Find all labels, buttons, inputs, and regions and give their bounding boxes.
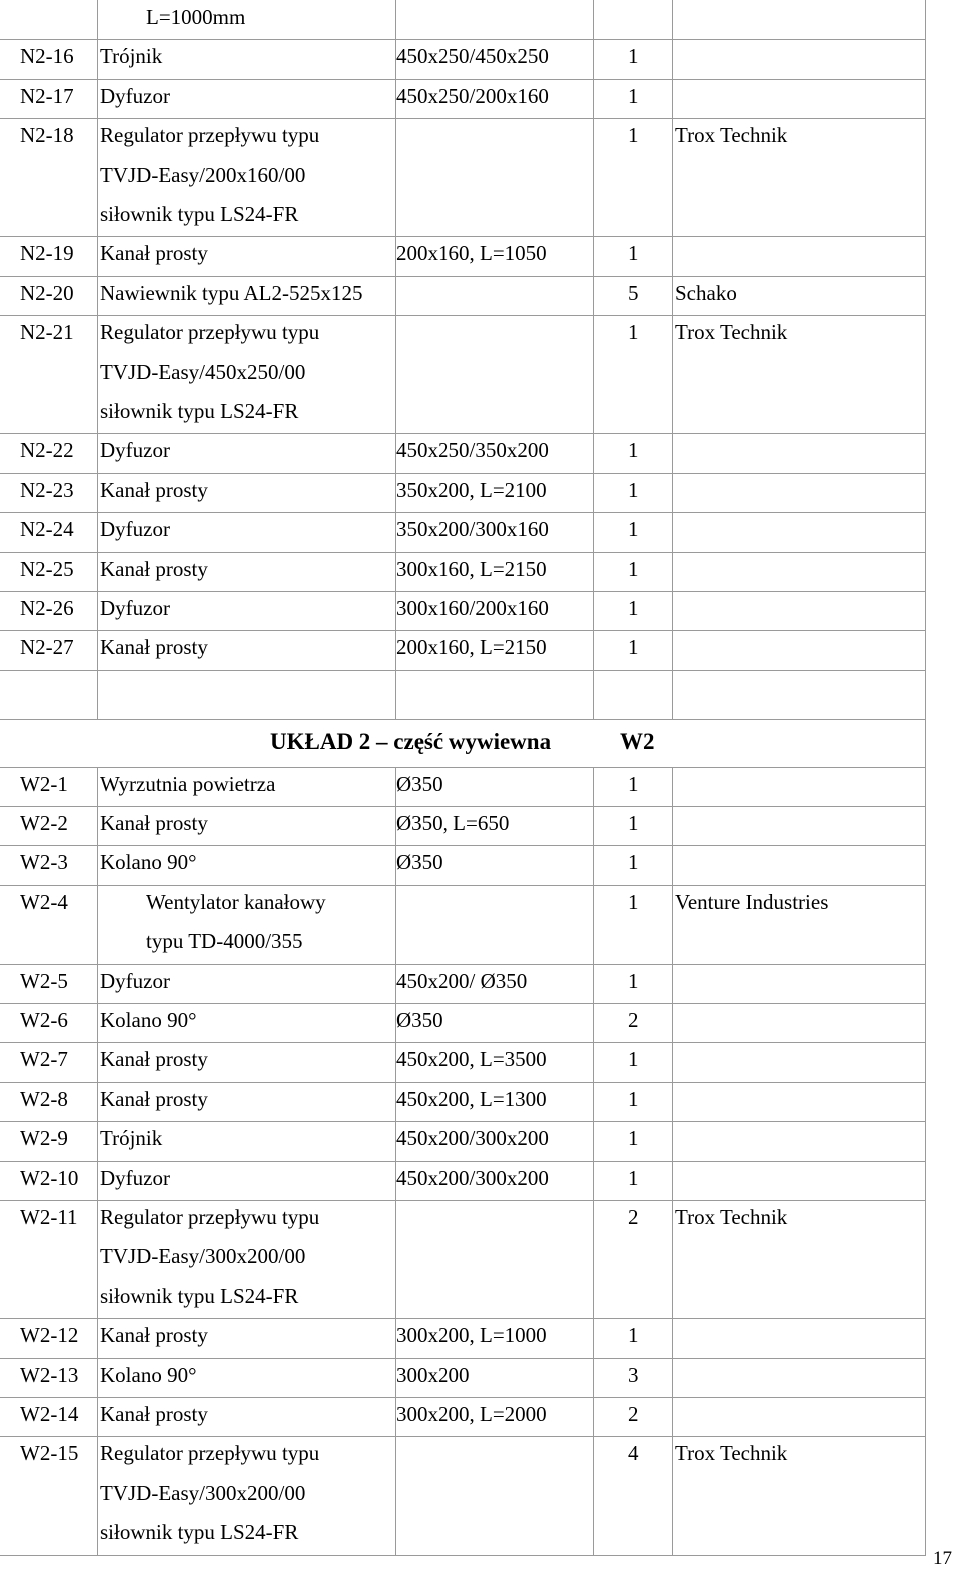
row-id: N2-22 [20,438,74,463]
column-divider [672,1161,673,1200]
column-divider [672,473,673,512]
row-size: 450x250/450x250 [396,44,549,69]
row-name-line: TVJD-Easy/450x250/00 [100,359,306,384]
column-divider [925,964,926,1003]
column-divider [593,315,594,433]
row-size: 300x160, L=2150 [396,556,547,581]
row-qty: 1 [628,968,639,993]
row-qty: 1 [628,477,639,502]
column-divider [925,552,926,591]
column-divider [593,964,594,1003]
column-divider [395,1082,396,1121]
row-maker: Schako [675,280,737,305]
row-name-line: siłownik typu LS24-FR [100,1520,299,1545]
column-divider [925,1318,926,1357]
row-size: Ø350 [396,771,443,796]
column-divider [672,767,673,806]
row-id: N2-26 [20,596,74,620]
column-divider [395,1161,396,1200]
column-divider [672,1200,673,1318]
row-name-line: siłownik typu LS24-FR [100,1283,299,1308]
row-name-line: Dyfuzor [100,1165,170,1190]
column-divider [97,0,98,39]
row-size: Ø350 [396,1008,443,1032]
column-divider [925,591,926,630]
column-divider [97,1003,98,1042]
row-id: W2-10 [20,1165,79,1190]
row-id: W2-14 [20,1402,79,1426]
column-divider [97,1358,98,1397]
row-name-line: Kanał prosty [100,556,208,581]
row-divider [0,630,926,631]
row-id: N2-21 [20,320,74,345]
row-qty: 1 [628,320,639,345]
row-id: W2-6 [20,1008,68,1032]
table-bottom-border [0,1555,926,1556]
column-divider [672,433,673,472]
column-divider [395,885,396,964]
row-divider [0,964,926,965]
column-divider [925,1121,926,1160]
column-divider [97,79,98,118]
row-qty: 2 [628,1008,639,1032]
column-divider [395,1436,396,1554]
row-name-line: Trójnik [100,44,163,69]
row-qty: 1 [628,517,639,542]
column-divider [925,1436,926,1554]
row-divider [0,1003,926,1004]
column-divider [97,885,98,964]
section-heading: UKŁAD 2 – część wywiewna [270,729,552,755]
row-id: N2-18 [20,123,74,148]
row-qty: 1 [628,889,639,914]
column-divider [97,1042,98,1081]
section-code: W2 [620,729,655,755]
row-qty: 1 [628,850,639,875]
column-divider [672,39,673,78]
column-divider [395,964,396,1003]
row-qty: 1 [628,123,639,148]
row-divider [0,767,926,768]
row-id: N2-24 [20,517,74,542]
column-divider [395,767,396,806]
column-divider [672,276,673,315]
column-divider [925,719,926,766]
row-maker: Trox Technik [675,1441,788,1466]
column-divider [97,1436,98,1554]
column-divider [593,276,594,315]
row-name-line: Nawiewnik typu AL2-525x125 [100,280,363,305]
row-size: 450x250/200x160 [396,83,549,108]
column-divider [672,0,673,39]
row-divider [0,885,926,886]
row-size: Ø350 [396,850,443,875]
row-size: 200x160, L=1050 [396,241,547,266]
row-name-line: Dyfuzor [100,968,170,993]
row-maker: Trox Technik [675,123,788,148]
column-divider [593,118,594,236]
column-divider [672,885,673,964]
row-divider [0,670,926,671]
column-divider [97,473,98,512]
column-divider [97,591,98,630]
column-divider [925,118,926,236]
row-qty: 1 [628,635,639,660]
row-name-line: Dyfuzor [100,596,170,620]
column-divider [925,1161,926,1200]
column-divider [395,1121,396,1160]
column-divider [672,236,673,275]
column-divider [97,1200,98,1318]
column-divider [97,964,98,1003]
column-divider [395,591,396,630]
column-divider [97,1121,98,1160]
column-divider [97,552,98,591]
row-name-line: typu TD-4000/355 [146,929,303,954]
row-divider [0,118,926,119]
column-divider [395,79,396,118]
column-divider [593,79,594,118]
row-id: W2-5 [20,968,68,993]
row-qty: 1 [628,811,639,835]
row-divider [0,1200,926,1201]
column-divider [395,806,396,845]
column-divider [97,512,98,551]
row-qty: 1 [628,1047,639,1072]
column-divider [97,433,98,472]
row-divider [0,473,926,474]
column-divider [593,1161,594,1200]
column-divider [97,1082,98,1121]
column-divider [925,512,926,551]
column-divider [925,670,926,719]
column-divider [925,630,926,669]
row-id: N2-17 [20,83,74,108]
row-size: 450x200, L=1300 [396,1086,547,1111]
page-number: 17 [933,1548,952,1569]
row-divider [0,1318,926,1319]
column-divider [395,236,396,275]
row-divider [0,79,926,80]
row-id: W2-2 [20,811,68,835]
row-qty: 3 [628,1362,639,1387]
row-qty: 1 [628,1126,639,1151]
column-divider [925,1003,926,1042]
column-divider [395,552,396,591]
column-divider [593,1003,594,1042]
row-name-line: Kolano 90° [100,1362,197,1387]
column-divider [97,1161,98,1200]
column-divider [925,433,926,472]
column-divider [925,79,926,118]
row-divider [0,845,926,846]
column-divider [925,1082,926,1121]
row-name-line: Kanał prosty [100,1402,208,1426]
column-divider [395,845,396,884]
column-divider [593,512,594,551]
row-name-line: Kanał prosty [100,477,208,502]
column-divider [672,630,673,669]
row-divider [0,512,926,513]
column-divider [593,806,594,845]
row-divider [0,1042,926,1043]
column-divider [925,1358,926,1397]
column-divider [925,1200,926,1318]
row-maker: Venture Industries [675,889,829,914]
row-divider [0,719,926,720]
row-size: 450x200/300x200 [396,1165,549,1190]
column-divider [395,315,396,433]
row-qty: 1 [628,44,639,69]
column-divider [395,512,396,551]
column-divider [97,118,98,236]
row-id: W2-15 [20,1441,79,1466]
column-divider [672,1318,673,1357]
row-divider [0,806,926,807]
column-divider [395,39,396,78]
row-id: N2-20 [20,280,74,305]
column-divider [672,806,673,845]
row-size: 300x200 [396,1362,470,1387]
row-id: W2-1 [20,771,68,796]
column-divider [925,1042,926,1081]
column-divider [925,767,926,806]
column-divider [672,118,673,236]
column-divider [925,39,926,78]
row-divider [0,1358,926,1359]
row-divider [0,276,926,277]
column-divider [97,236,98,275]
row-size: Ø350, L=650 [396,811,510,835]
row-qty: 1 [628,438,639,463]
column-divider [672,670,673,719]
row-qty: 1 [628,241,639,266]
column-divider [925,236,926,275]
row-qty: 1 [628,771,639,796]
column-divider [672,964,673,1003]
column-divider [593,1082,594,1121]
column-divider [672,845,673,884]
column-divider [395,276,396,315]
row-size: 450x250/350x200 [396,438,549,463]
row-name-line: Dyfuzor [100,517,170,542]
row-id: N2-23 [20,477,74,502]
column-divider [925,885,926,964]
column-divider [925,276,926,315]
row-name-line: Dyfuzor [100,438,170,463]
row-name-line: Kolano 90° [100,850,197,875]
column-divider [672,1358,673,1397]
row-divider [0,1121,926,1122]
row-name-line: Kanał prosty [100,811,208,835]
column-divider [593,0,594,39]
column-divider [97,276,98,315]
row-maker: Trox Technik [675,1205,788,1229]
column-divider [593,1042,594,1081]
column-divider [395,118,396,236]
column-divider [395,670,396,719]
row-name-line: Dyfuzor [100,83,170,108]
row-maker: Trox Technik [675,320,788,345]
column-divider [925,806,926,845]
column-divider [593,1318,594,1357]
row-name-line: Regulator przepływu typu [100,1441,320,1466]
column-divider [593,1200,594,1318]
column-divider [97,806,98,845]
column-divider [395,630,396,669]
row-size: 300x200, L=2000 [396,1402,547,1426]
column-divider [925,1397,926,1436]
column-divider [593,236,594,275]
row-name-line: Trójnik [100,1126,163,1151]
row-name-line: Kolano 90° [100,1008,197,1032]
column-divider [593,670,594,719]
row-divider [0,1161,926,1162]
row-divider [0,1436,926,1437]
column-divider [97,767,98,806]
row-divider [0,315,926,316]
row-name-line: Kanał prosty [100,1047,208,1072]
row-size: 450x200/ Ø350 [396,968,528,993]
row-id: W2-8 [20,1086,68,1111]
row-size: 300x160/200x160 [396,596,549,620]
row-size: 200x160, L=2150 [396,635,547,660]
row-qty: 1 [628,83,639,108]
column-divider [925,0,926,39]
row-divider [0,1397,926,1398]
column-divider [97,315,98,433]
column-divider [97,1397,98,1436]
column-divider [593,1121,594,1160]
row-name-line: Regulator przepływu typu [100,123,320,148]
row-name-line: Kanał prosty [100,1323,208,1348]
row-id: N2-19 [20,241,74,266]
row-qty: 1 [628,1323,639,1348]
column-divider [672,1082,673,1121]
row-id: W2-3 [20,850,68,875]
column-divider [395,1200,396,1318]
column-divider [395,1318,396,1357]
row-name-line: Kanał prosty [100,241,208,266]
row-divider [0,236,926,237]
row-divider [0,552,926,553]
row-qty: 1 [628,1086,639,1111]
row-id: W2-11 [20,1205,78,1229]
column-divider [395,433,396,472]
column-divider [672,315,673,433]
column-divider [97,845,98,884]
row-id: W2-12 [20,1323,79,1348]
column-divider [395,1397,396,1436]
row-name-line: TVJD-Easy/300x200/00 [100,1244,306,1269]
column-divider [593,473,594,512]
row-id: W2-7 [20,1047,68,1072]
column-divider [593,1358,594,1397]
column-divider [395,0,396,39]
row-divider [0,39,926,40]
row-qty: 1 [628,1165,639,1190]
row-size: 350x200/300x160 [396,517,549,542]
column-divider [593,1436,594,1554]
row-qty: 2 [628,1402,639,1426]
column-divider [925,845,926,884]
row-name-line: siłownik typu LS24-FR [100,202,299,226]
row-qty: 1 [628,556,639,581]
row-size: 300x200, L=1000 [396,1323,547,1348]
column-divider [593,552,594,591]
row-id: W2-13 [20,1362,79,1387]
column-divider [672,79,673,118]
row-size: 450x200, L=3500 [396,1047,547,1072]
row-size: 350x200, L=2100 [396,477,547,502]
row-qty: 2 [628,1205,639,1229]
row-id: N2-16 [20,44,74,69]
column-divider [593,39,594,78]
row-id: N2-27 [20,635,74,660]
row-divider [0,433,926,434]
row-id: W2-9 [20,1126,68,1151]
column-divider [395,1358,396,1397]
row-name-line: L=1000mm [146,5,246,29]
column-divider [593,845,594,884]
row-name-line: Wyrzutnia powietrza [100,771,276,796]
column-divider [395,1042,396,1081]
column-divider [593,1397,594,1436]
row-name-line: siłownik typu LS24-FR [100,399,299,423]
row-qty: 5 [628,280,639,305]
column-divider [97,630,98,669]
column-divider [593,433,594,472]
row-id: W2-4 [20,889,68,914]
row-name-line: Wentylator kanałowy [146,889,326,914]
column-divider [97,39,98,78]
column-divider [672,512,673,551]
row-name-line: Kanał prosty [100,1086,208,1111]
column-divider [925,473,926,512]
column-divider [97,670,98,719]
row-name-line: Regulator przepływu typu [100,1205,320,1229]
column-divider [925,315,926,433]
row-size: 450x200/300x200 [396,1126,549,1151]
row-name-line: Kanał prosty [100,635,208,660]
row-qty: 1 [628,596,639,620]
row-name-line: Regulator przepływu typu [100,320,320,345]
column-divider [593,767,594,806]
column-divider [672,552,673,591]
column-divider [672,1121,673,1160]
row-qty: 4 [628,1441,639,1466]
column-divider [395,1003,396,1042]
column-divider [593,630,594,669]
row-id: N2-25 [20,556,74,581]
row-name-line: TVJD-Easy/300x200/00 [100,1480,306,1505]
column-divider [97,1318,98,1357]
row-divider [0,1082,926,1083]
column-divider [593,885,594,964]
row-name-line: TVJD-Easy/200x160/00 [100,162,306,187]
column-divider [672,591,673,630]
column-divider [672,1003,673,1042]
column-divider [593,591,594,630]
column-divider [672,1397,673,1436]
column-divider [672,1042,673,1081]
column-divider [672,1436,673,1554]
column-divider [395,473,396,512]
row-divider [0,591,926,592]
